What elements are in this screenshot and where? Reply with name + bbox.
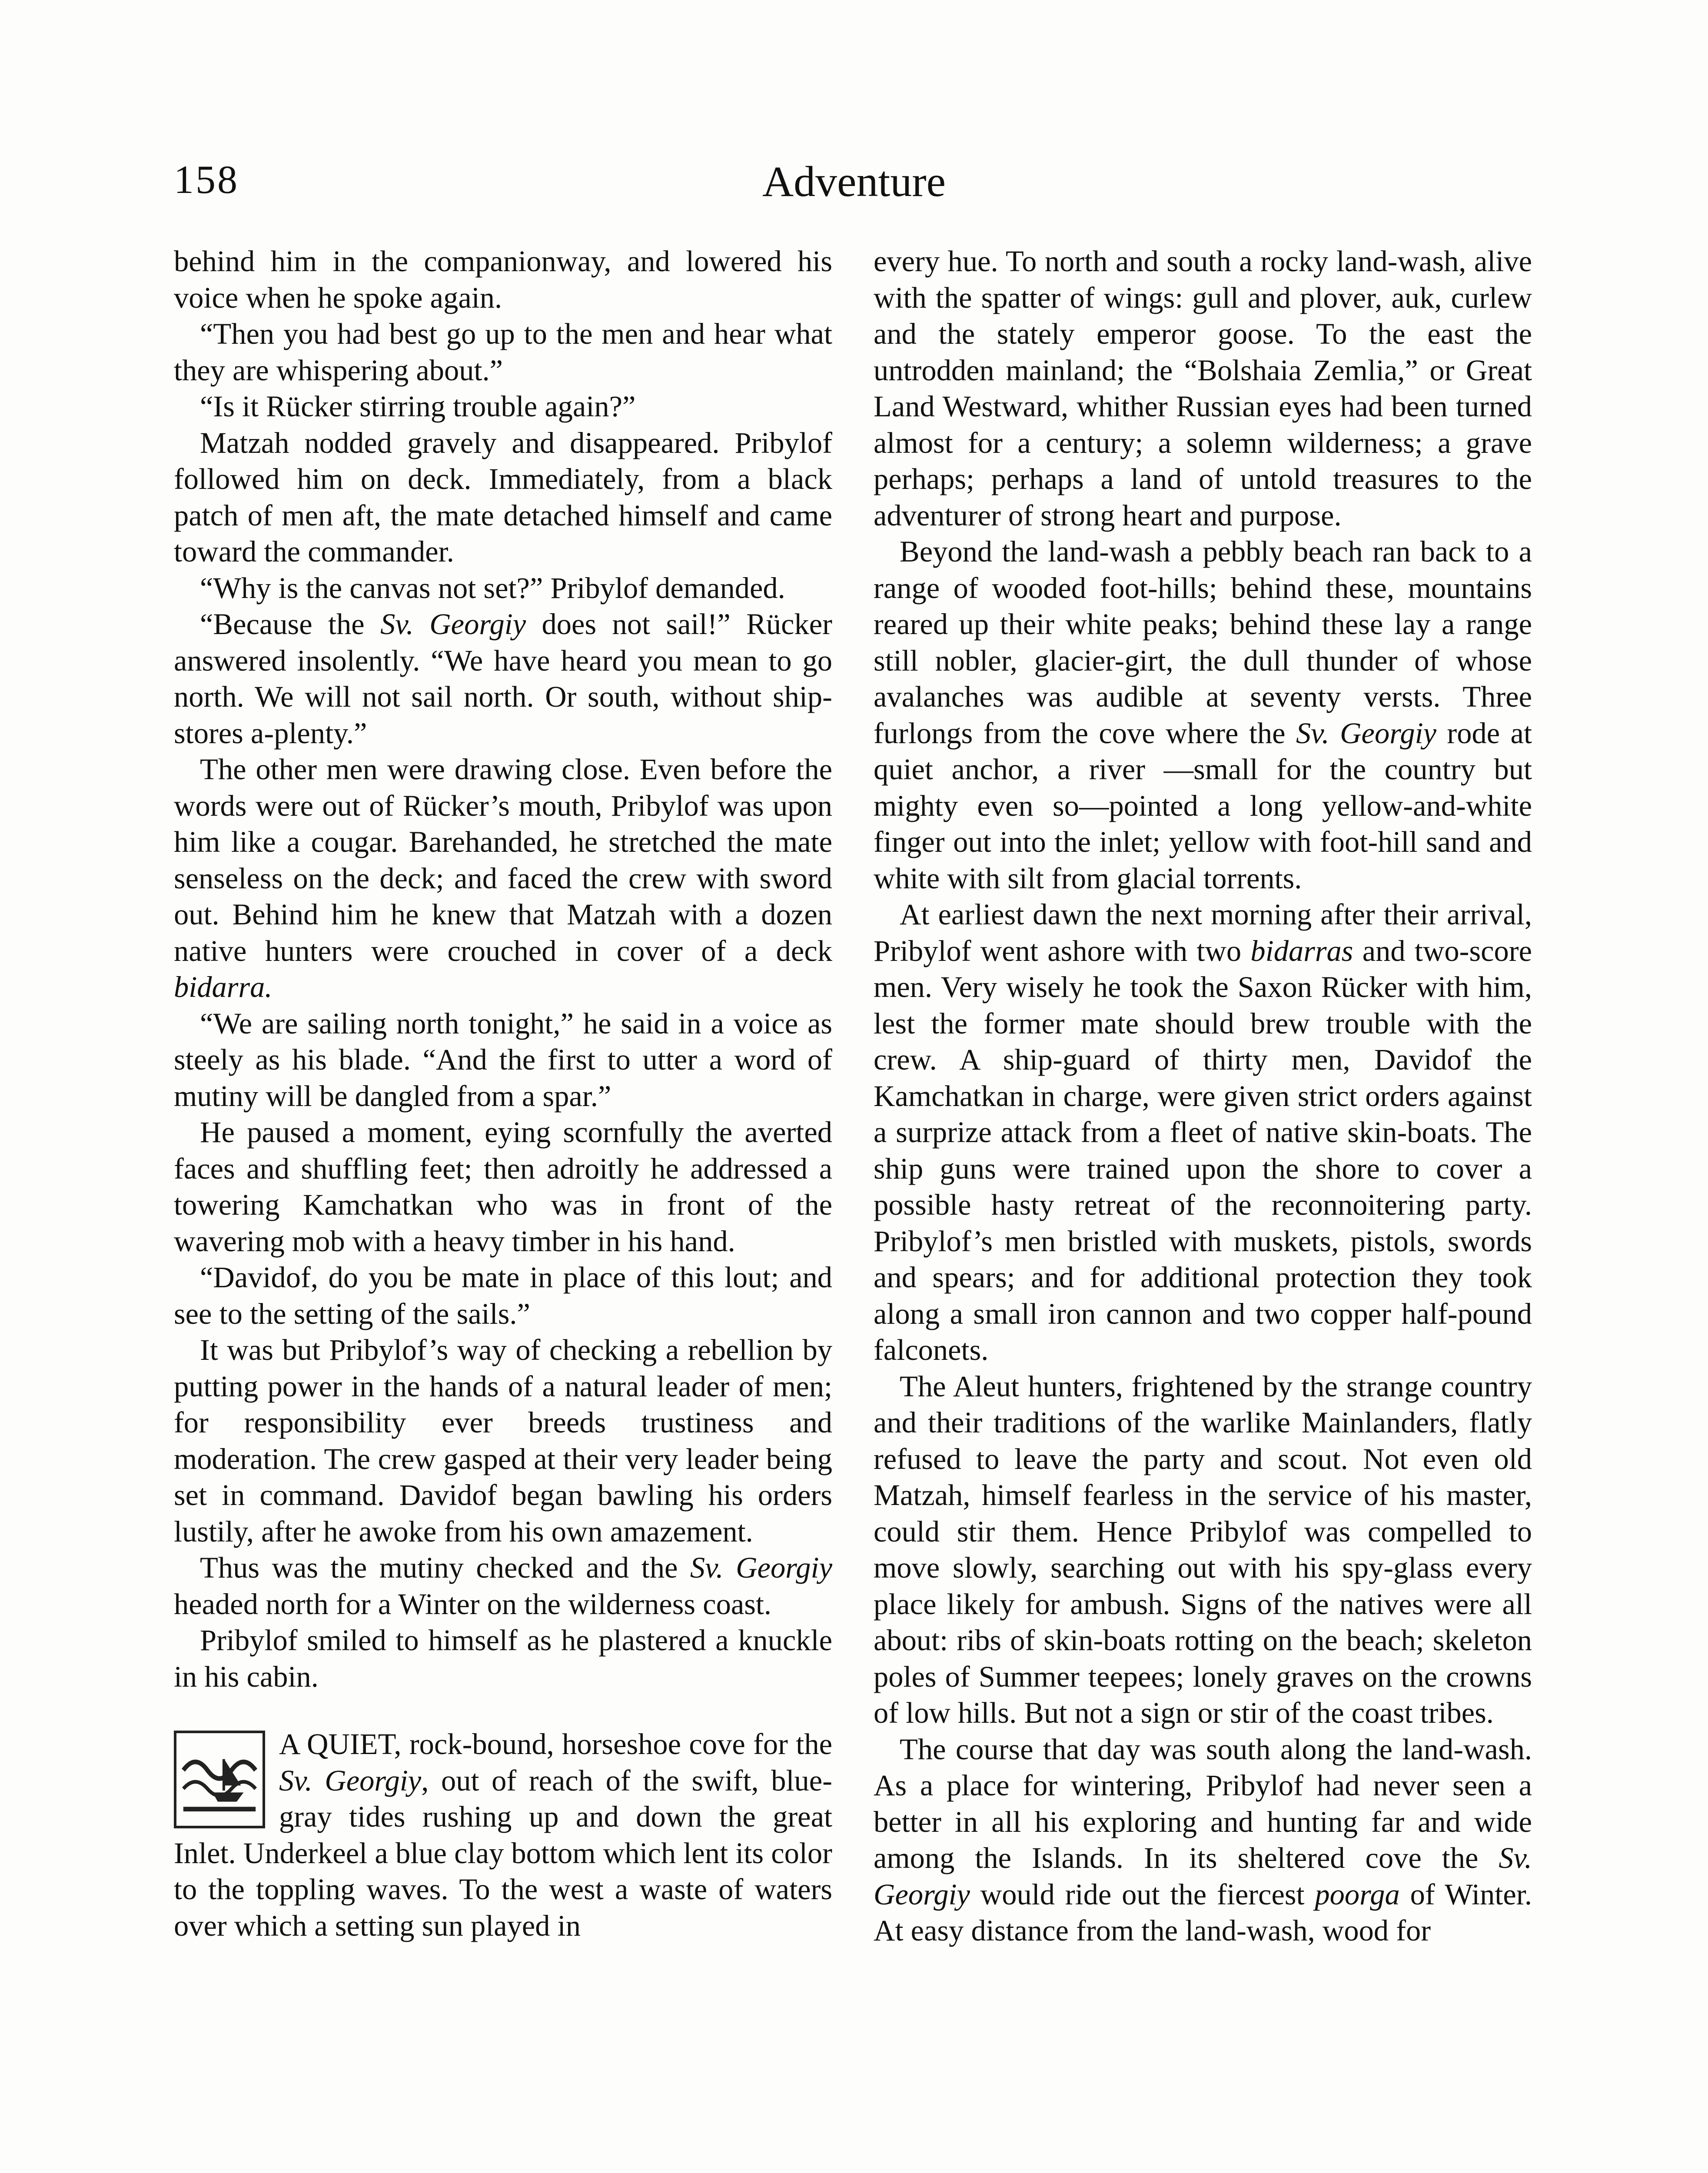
paragraph: “We are sailing north tonight,” he said in a voice as steely as his blade. “And the first to utter a word of mutiny will be dangled from a spar.” (174, 1007, 832, 1113)
ship-vignette-icon (174, 1731, 265, 1828)
page-header (174, 156, 1534, 213)
paragraph: Beyond the land-wash a pebbly beach ran back to a range of wooded foot-hills; behind these, mountains reared up their white peaks; behind these lay a range still nobler, glacier-girt, the dull thunder of whose avalanches was audible at seventy versts. Three furlongs from the cove where the Sv. Georgiy rode at quiet anchor, a river —small for the country but mighty even so—pointed a long yellow-and-white finger out into the inlet; yellow with foot-hill sand and white with silt from glacial torrents. (874, 535, 1532, 895)
paragraph: every hue. To north and south a rocky land-wash, alive with the spatter of wings: gull and plover, auk, curlew and the stately emperor goose. To the east the untrodden mainland; the “Bolshaia Zemlia,” or Great Land Westward, whither Russian eyes had been turned almost for a century; a solemn wilderness; a grave perhaps; perhaps a land of untold treasures to the adventurer of strong heart and purpose. (874, 245, 1532, 532)
left-column (174, 243, 832, 1944)
paragraph: “Then you had best go up to the men and hear what they are whispering about.” (174, 317, 832, 387)
paragraph: Pribylof smiled to himself as he plastered a knuckle in his cabin. (174, 1624, 832, 1693)
paragraph: It was but Pribylof’s way of checking a rebellion by putting power in the hands of a natural leader of men; for responsibility ever breeds trustiness and moderation. The crew gasped at their very leader being set in command. Davidof began bawling his orders lustily, after he awoke from his own amazement. (174, 1333, 832, 1548)
paragraph: “Why is the canvas not set?” Pribylof demanded. (200, 571, 785, 605)
paragraph: Thus was the mutiny checked and the Sv. Georgiy headed north for a Winter on the wilderness coast. (174, 1551, 832, 1621)
page-number: 158 (174, 157, 239, 202)
magazine-title: Adventure (762, 157, 946, 206)
paragraph: He paused a moment, eying scornfully the averted faces and shuffling feet; then adroitly he addressed a towering Kamchatkan who was in front of the wavering mob with a heavy timber in his hand. (174, 1116, 832, 1258)
paragraph: The other men were drawing close. Even before the words were out of Rücker’s mouth, Pribylof was upon him like a cougar. Barehanded, he stretched the mate senseless on the deck; and faced the crew with sword out. Behind him he knew that Matzah with a dozen native hunters were crouched in cover of a deck bidarra. (174, 753, 832, 1003)
paragraph: behind him in the companionway, and lowered his voice when he spoke again. (174, 245, 832, 314)
right-column (874, 243, 1532, 1949)
paragraph: The course that day was south along the land-wash. As a place for wintering, Pribylof had never seen a better in all his exploring and hunting far and wide among the Islands. In its sheltered cove the Sv. Georgiy would ride out the fiercest poorga of Winter. At easy distance from the land-wash, wood for (874, 1732, 1532, 1947)
paragraph: At earliest dawn the next morning after their arrival, Pribylof went ashore with two bidarras and two-score men. Very wisely he took the Saxon Rücker with him, lest the former mate should brew trouble with the crew. A ship-guard of thirty men, Davidof the Kamchatkan in charge, were given strict orders against a surprize attack from a fleet of native skin-boats. The ship guns were trained upon the shore to cover a possible hasty retreat of the reconnoitering party. Pribylof’s men bristled with muskets, pistols, swords and spears; and for additional protection they took along a small iron cannon and two copper half-pound falconets. (874, 898, 1532, 1366)
section-opening-paragraph: A QUIET, rock-bound, horseshoe cove for the Sv. Georgiy, out of reach of the swift, blue-gray tides rushing up and down the great Inlet. Underkeel a blue clay bottom which lent its color to the toppling waves. To the west a waste of waters over which a setting sun played in (174, 1728, 832, 1942)
paragraph: Matzah nodded gravely and disappeared. Pribylof followed him on deck. Immediately, from a black patch of men aft, the mate detached himself and came toward the commander. (174, 426, 832, 568)
paragraph: “Because the Sv. Georgiy does not sail!” Rücker answered insolently. “We have heard you mean to go north. We will not sail north. Or south, without ship-stores a-plenty.” (174, 608, 832, 750)
paragraph: “Is it Rücker stirring trouble again?” (200, 390, 636, 423)
paragraph: The Aleut hunters, frightened by the strange country and their traditions of the warlike Mainlanders, flatly refused to leave the party and scout. Not even old Matzah, himself fearless in the service of his master, could stir them. Hence Pribylof was compelled to move slowly, searching out with his spy-glass every place likely for ambush. Signs of the natives were all about: ribs of skin-boats rotting on the beach; skeleton poles of Summer teepees; lonely graves on the crowns of low hills. But not a sign or stir of the coast tribes. (874, 1369, 1532, 1729)
paragraph: “Davidof, do you be mate in place of this lout; and see to the setting of the sails.” (174, 1261, 832, 1330)
